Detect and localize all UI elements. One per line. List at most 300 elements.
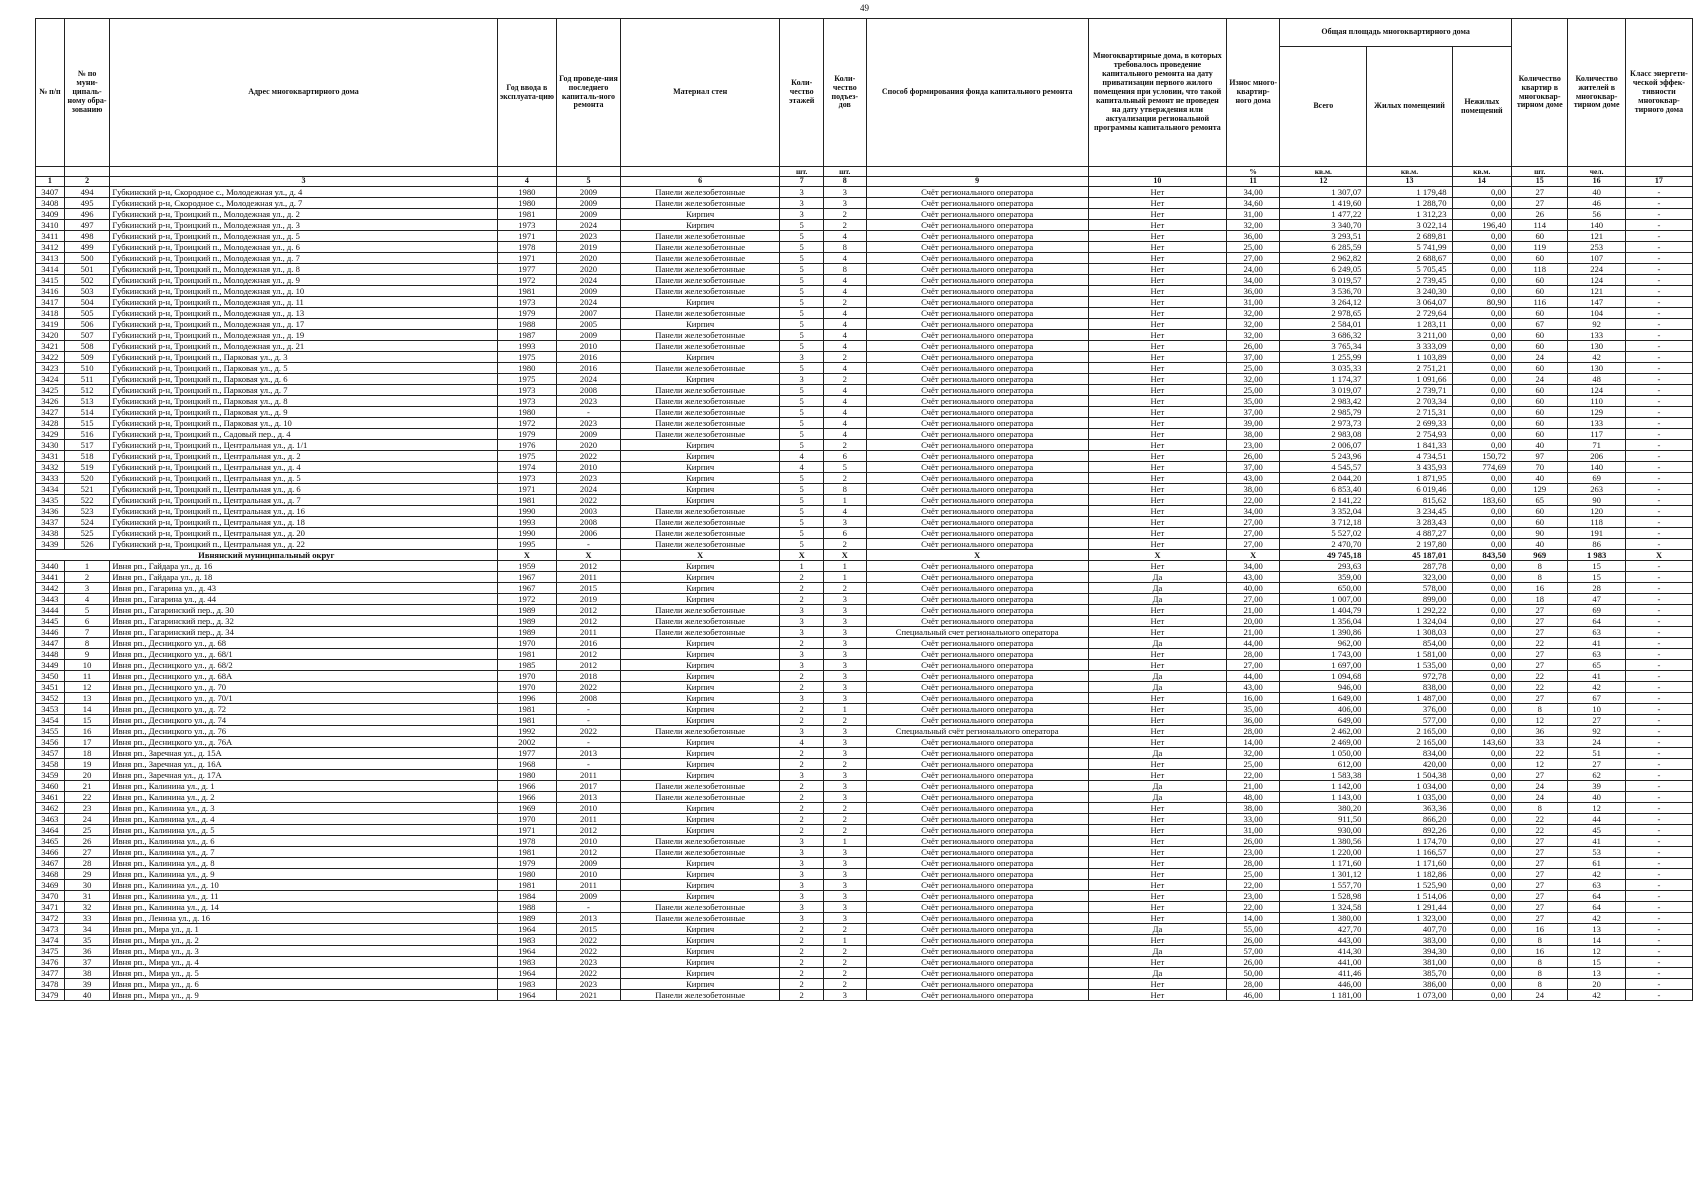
column-number: 15	[1512, 177, 1568, 187]
cell-year-built: 1981	[497, 847, 557, 858]
table-row	[36, 396, 1693, 407]
cell-fund-method: Счёт регионального оператора	[866, 803, 1088, 814]
cell-row-number: 3466	[36, 847, 65, 858]
cell-wall-material: Кирпич	[620, 638, 780, 649]
cell-repair-required: Нет	[1088, 539, 1226, 550]
cell-last-repair-year: 2011	[557, 814, 621, 825]
cell-energy-class: -	[1625, 374, 1692, 385]
cell-row-number: 3423	[36, 363, 65, 374]
cell-residents: 130	[1568, 341, 1625, 352]
cell-entrances: 4	[824, 429, 867, 440]
cell-last-repair-year: 2012	[557, 660, 621, 671]
column-number: 4	[497, 177, 557, 187]
cell-residential-area: 385,70	[1367, 968, 1452, 979]
cell-wear: 28,00	[1227, 979, 1280, 990]
cell-residents: 27	[1568, 759, 1625, 770]
cell-floors: 5	[780, 407, 824, 418]
group-cell: X	[620, 550, 780, 561]
cell-floors: 5	[780, 528, 824, 539]
table-row	[36, 286, 1693, 297]
cell-residents: 130	[1568, 363, 1625, 374]
cell-year-built: 1973	[497, 297, 557, 308]
cell-wear: 36,00	[1227, 286, 1280, 297]
cell-address: Ивня рп., Мира ул., д. 9	[110, 990, 497, 1001]
cell-wall-material: Панели железобетонные	[620, 913, 780, 924]
cell-year-built: 1978	[497, 836, 557, 847]
cell-last-repair-year: -	[557, 902, 621, 913]
cell-apartments: 8	[1512, 803, 1568, 814]
cell-year-built: 1983	[497, 935, 557, 946]
cell-municipal-number: 502	[64, 275, 110, 286]
table-row	[36, 913, 1693, 924]
cell-row-number: 3453	[36, 704, 65, 715]
table-row	[36, 891, 1693, 902]
cell-residents: 133	[1568, 330, 1625, 341]
cell-residents: 44	[1568, 814, 1625, 825]
cell-residential-area: 1 292,22	[1367, 605, 1452, 616]
cell-repair-required: Нет	[1088, 836, 1226, 847]
cell-wall-material: Панели железобетонные	[620, 231, 780, 242]
cell-municipal-number: 505	[64, 308, 110, 319]
cell-nonresidential-area: 0,00	[1452, 275, 1512, 286]
cell-wear: 38,00	[1227, 429, 1280, 440]
cell-last-repair-year: 2010	[557, 869, 621, 880]
cell-total-area: 2 983,42	[1280, 396, 1367, 407]
cell-nonresidential-area: 0,00	[1452, 814, 1512, 825]
cell-energy-class: -	[1625, 297, 1692, 308]
cell-energy-class: -	[1625, 473, 1692, 484]
cell-municipal-number: 31	[64, 891, 110, 902]
cell-residential-area: 866,20	[1367, 814, 1452, 825]
cell-fund-method: Счёт регионального оператора	[866, 913, 1088, 924]
cell-nonresidential-area: 0,00	[1452, 594, 1512, 605]
cell-fund-method: Счёт регионального оператора	[866, 209, 1088, 220]
cell-municipal-number: 512	[64, 385, 110, 396]
cell-row-number: 3411	[36, 231, 65, 242]
cell-row-number: 3426	[36, 396, 65, 407]
cell-wear: 40,00	[1227, 583, 1280, 594]
cell-row-number: 3422	[36, 352, 65, 363]
cell-address: Губкинский р-н, Троицкий п., Молодежная ул., д. 17	[110, 319, 497, 330]
cell-municipal-number: 520	[64, 473, 110, 484]
cell-apartments: 60	[1512, 231, 1568, 242]
cell-residential-area: 1 312,23	[1367, 209, 1452, 220]
group-total-area: 49 745,18	[1280, 550, 1367, 561]
cell-fund-method: Счёт регионального оператора	[866, 220, 1088, 231]
cell-year-built: 1959	[497, 561, 557, 572]
cell-apartments: 118	[1512, 264, 1568, 275]
cell-repair-required: Нет	[1088, 825, 1226, 836]
cell-floors: 5	[780, 418, 824, 429]
cell-energy-class: -	[1625, 979, 1692, 990]
unit-label	[620, 167, 780, 177]
cell-apartments: 8	[1512, 957, 1568, 968]
cell-address: Ивня рп., Заречная ул., д. 16А	[110, 759, 497, 770]
cell-last-repair-year: 2010	[557, 462, 621, 473]
cell-total-area: 649,00	[1280, 715, 1367, 726]
cell-municipal-number: 509	[64, 352, 110, 363]
cell-last-repair-year: 2018	[557, 671, 621, 682]
cell-apartments: 26	[1512, 209, 1568, 220]
cell-apartments: 33	[1512, 737, 1568, 748]
table-row	[36, 583, 1693, 594]
cell-residential-area: 1 288,70	[1367, 198, 1452, 209]
cell-wear: 21,00	[1227, 781, 1280, 792]
cell-address: Губкинский р-н, Троицкий п., Центральная ул., д. 18	[110, 517, 497, 528]
cell-last-repair-year: 2013	[557, 913, 621, 924]
cell-total-area: 650,00	[1280, 583, 1367, 594]
cell-energy-class: -	[1625, 528, 1692, 539]
cell-energy-class: -	[1625, 990, 1692, 1001]
cell-municipal-number: 513	[64, 396, 110, 407]
cell-row-number: 3470	[36, 891, 65, 902]
cell-total-area: 2 983,08	[1280, 429, 1367, 440]
cell-wall-material: Кирпич	[620, 220, 780, 231]
cell-apartments: 8	[1512, 704, 1568, 715]
cell-apartments: 90	[1512, 528, 1568, 539]
cell-wall-material: Панели железобетонные	[620, 781, 780, 792]
cell-residential-area: 1 535,00	[1367, 660, 1452, 671]
cell-total-area: 1 324,58	[1280, 902, 1367, 913]
cell-floors: 2	[780, 946, 824, 957]
cell-total-area: 1 050,00	[1280, 748, 1367, 759]
cell-row-number: 3456	[36, 737, 65, 748]
cell-energy-class: -	[1625, 275, 1692, 286]
cell-residents: 42	[1568, 682, 1625, 693]
cell-municipal-number: 9	[64, 649, 110, 660]
cell-municipal-number: 12	[64, 682, 110, 693]
cell-total-area: 2 006,07	[1280, 440, 1367, 451]
cell-residential-area: 287,78	[1367, 561, 1452, 572]
cell-residents: 24	[1568, 737, 1625, 748]
table-row	[36, 979, 1693, 990]
cell-energy-class: -	[1625, 583, 1692, 594]
cell-wall-material: Кирпич	[620, 440, 780, 451]
cell-wear: 34,00	[1227, 187, 1280, 198]
unit-label	[866, 167, 1088, 177]
cell-municipal-number: 27	[64, 847, 110, 858]
cell-floors: 4	[780, 451, 824, 462]
cell-address: Ивня рп., Калинина ул., д. 6	[110, 836, 497, 847]
unit-label	[1088, 167, 1226, 177]
cell-fund-method: Счёт регионального оператора	[866, 792, 1088, 803]
cell-wall-material: Кирпич	[620, 946, 780, 957]
cell-floors: 5	[780, 517, 824, 528]
cell-residential-area: 1 035,00	[1367, 792, 1452, 803]
cell-residential-area: 2 754,93	[1367, 429, 1452, 440]
table-row	[36, 429, 1693, 440]
cell-municipal-number: 495	[64, 198, 110, 209]
cell-residents: 45	[1568, 825, 1625, 836]
column-number: 6	[620, 177, 780, 187]
cell-residential-area: 2 165,00	[1367, 737, 1452, 748]
cell-total-area: 1 174,37	[1280, 374, 1367, 385]
cell-wall-material: Панели железобетонные	[620, 385, 780, 396]
cell-energy-class: -	[1625, 220, 1692, 231]
cell-last-repair-year: 2012	[557, 847, 621, 858]
cell-entrances: 4	[824, 319, 867, 330]
cell-fund-method: Счёт регионального оператора	[866, 869, 1088, 880]
cell-nonresidential-area: 0,00	[1452, 726, 1512, 737]
table-row	[36, 418, 1693, 429]
cell-energy-class: -	[1625, 319, 1692, 330]
cell-nonresidential-area: 0,00	[1452, 649, 1512, 660]
cell-repair-required: Да	[1088, 594, 1226, 605]
cell-fund-method: Счёт регионального оператора	[866, 506, 1088, 517]
cell-fund-method: Счёт регионального оператора	[866, 858, 1088, 869]
cell-wear: 36,00	[1227, 715, 1280, 726]
cell-last-repair-year: 2023	[557, 418, 621, 429]
cell-last-repair-year: 2020	[557, 264, 621, 275]
cell-energy-class: -	[1625, 737, 1692, 748]
cell-address: Ивня рп., Десницкого ул., д. 74	[110, 715, 497, 726]
cell-row-number: 3452	[36, 693, 65, 704]
cell-wear: 21,00	[1227, 605, 1280, 616]
cell-energy-class: -	[1625, 242, 1692, 253]
cell-row-number: 3451	[36, 682, 65, 693]
cell-residential-area: 1 103,89	[1367, 352, 1452, 363]
cell-floors: 3	[780, 847, 824, 858]
cell-wall-material: Кирпич	[620, 924, 780, 935]
cell-address: Ивня рп., Калинина ул., д. 14	[110, 902, 497, 913]
cell-row-number: 3424	[36, 374, 65, 385]
cell-last-repair-year: 2007	[557, 308, 621, 319]
cell-address: Губкинский р-н, Троицкий п., Молодежная ул., д. 7	[110, 253, 497, 264]
cell-nonresidential-area: 0,00	[1452, 979, 1512, 990]
cell-entrances: 4	[824, 418, 867, 429]
cell-row-number: 3436	[36, 506, 65, 517]
cell-year-built: 1989	[497, 616, 557, 627]
cell-wear: 21,00	[1227, 627, 1280, 638]
cell-municipal-number: 24	[64, 814, 110, 825]
cell-nonresidential-area: 0,00	[1452, 990, 1512, 1001]
cell-last-repair-year: 2009	[557, 198, 621, 209]
cell-municipal-number: 21	[64, 781, 110, 792]
cell-total-area: 406,00	[1280, 704, 1367, 715]
cell-repair-required: Нет	[1088, 561, 1226, 572]
cell-entrances: 3	[824, 594, 867, 605]
cell-wear: 32,00	[1227, 220, 1280, 231]
cell-address: Ивня рп., Десницкого ул., д. 76А	[110, 737, 497, 748]
cell-fund-method: Счёт регионального оператора	[866, 781, 1088, 792]
cell-address: Губкинский р-н, Троицкий п., Парковая ул., д. 8	[110, 396, 497, 407]
cell-municipal-number: 504	[64, 297, 110, 308]
cell-year-built: 1983	[497, 957, 557, 968]
cell-wear: 31,00	[1227, 825, 1280, 836]
cell-last-repair-year: 2012	[557, 825, 621, 836]
cell-energy-class: -	[1625, 803, 1692, 814]
cell-year-built: 1968	[497, 759, 557, 770]
column-numbers-row	[36, 177, 1693, 187]
cell-total-area: 1 301,12	[1280, 869, 1367, 880]
cell-entrances: 3	[824, 781, 867, 792]
cell-row-number: 3435	[36, 495, 65, 506]
cell-residents: 206	[1568, 451, 1625, 462]
cell-repair-required: Нет	[1088, 374, 1226, 385]
cell-fund-method: Счёт регионального оператора	[866, 638, 1088, 649]
cell-floors: 4	[780, 737, 824, 748]
cell-apartments: 60	[1512, 363, 1568, 374]
cell-row-number: 3461	[36, 792, 65, 803]
cell-nonresidential-area: 0,00	[1452, 209, 1512, 220]
cell-floors: 5	[780, 253, 824, 264]
cell-fund-method: Счёт регионального оператора	[866, 660, 1088, 671]
cell-entrances: 3	[824, 517, 867, 528]
cell-wear: 35,00	[1227, 704, 1280, 715]
cell-fund-method: Счёт регионального оператора	[866, 891, 1088, 902]
cell-repair-required: Да	[1088, 682, 1226, 693]
cell-fund-method: Счёт регионального оператора	[866, 275, 1088, 286]
cell-fund-method: Счёт регионального оператора	[866, 462, 1088, 473]
cell-year-built: 1971	[497, 253, 557, 264]
cell-last-repair-year: 2005	[557, 319, 621, 330]
table-row	[36, 924, 1693, 935]
cell-municipal-number: 32	[64, 902, 110, 913]
cell-wear: 27,00	[1227, 253, 1280, 264]
column-number: 13	[1367, 177, 1452, 187]
cell-repair-required: Нет	[1088, 814, 1226, 825]
cell-year-built: 1981	[497, 495, 557, 506]
cell-energy-class: -	[1625, 671, 1692, 682]
cell-wear: 37,00	[1227, 352, 1280, 363]
cell-fund-method: Счёт регионального оператора	[866, 319, 1088, 330]
cell-apartments: 16	[1512, 583, 1568, 594]
cell-address: Ивня рп., Калинина ул., д. 2	[110, 792, 497, 803]
cell-nonresidential-area: 0,00	[1452, 286, 1512, 297]
cell-wall-material: Кирпич	[620, 649, 780, 660]
cell-address: Губкинский р-н, Троицкий п., Парковая ул., д. 6	[110, 374, 497, 385]
cell-municipal-number: 26	[64, 836, 110, 847]
cell-entrances: 3	[824, 693, 867, 704]
unit-label: %	[1227, 167, 1280, 177]
cell-residential-area: 1 841,33	[1367, 440, 1452, 451]
cell-repair-required: Нет	[1088, 473, 1226, 484]
unit-label	[557, 167, 621, 177]
cell-wall-material: Кирпич	[620, 583, 780, 594]
cell-row-number: 3419	[36, 319, 65, 330]
cell-entrances: 3	[824, 990, 867, 1001]
cell-municipal-number: 507	[64, 330, 110, 341]
cell-floors: 3	[780, 660, 824, 671]
cell-residents: 147	[1568, 297, 1625, 308]
cell-fund-method: Счёт регионального оператора	[866, 352, 1088, 363]
cell-energy-class: -	[1625, 363, 1692, 374]
cell-residential-area: 3 064,07	[1367, 297, 1452, 308]
cell-address: Ивня рп., Мира ул., д. 5	[110, 968, 497, 979]
cell-wear: 24,00	[1227, 264, 1280, 275]
cell-wear: 34,60	[1227, 198, 1280, 209]
cell-entrances: 3	[824, 671, 867, 682]
cell-energy-class: -	[1625, 627, 1692, 638]
cell-residents: 12	[1568, 803, 1625, 814]
cell-floors: 3	[780, 913, 824, 924]
cell-residential-area: 1 179,48	[1367, 187, 1452, 198]
cell-nonresidential-area: 0,00	[1452, 616, 1512, 627]
cell-address: Ивня рп., Мира ул., д. 3	[110, 946, 497, 957]
cell-wear: 27,00	[1227, 594, 1280, 605]
cell-repair-required: Нет	[1088, 484, 1226, 495]
cell-wall-material: Панели железобетонные	[620, 539, 780, 550]
cell-address: Губкинский р-н, Троицкий п., Молодежная ул., д. 21	[110, 341, 497, 352]
cell-fund-method: Счёт регионального оператора	[866, 418, 1088, 429]
cell-nonresidential-area: 0,00	[1452, 968, 1512, 979]
cell-floors: 5	[780, 473, 824, 484]
table-body-ivnyansky	[36, 561, 1693, 1001]
cell-wear: 37,00	[1227, 407, 1280, 418]
cell-fund-method: Счёт регионального оператора	[866, 473, 1088, 484]
cell-energy-class: -	[1625, 913, 1692, 924]
cell-last-repair-year: 2008	[557, 385, 621, 396]
cell-nonresidential-area: 774,69	[1452, 462, 1512, 473]
cell-year-built: 1976	[497, 440, 557, 451]
cell-nonresidential-area: 0,00	[1452, 396, 1512, 407]
cell-nonresidential-area: 0,00	[1452, 924, 1512, 935]
cell-repair-required: Нет	[1088, 341, 1226, 352]
cell-address: Ивня рп., Десницкого ул., д. 68/2	[110, 660, 497, 671]
cell-municipal-number: 506	[64, 319, 110, 330]
cell-energy-class: -	[1625, 187, 1692, 198]
table-row	[36, 836, 1693, 847]
cell-apartments: 27	[1512, 836, 1568, 847]
cell-last-repair-year: 2003	[557, 506, 621, 517]
cell-residents: 63	[1568, 627, 1625, 638]
cell-municipal-number: 511	[64, 374, 110, 385]
cell-repair-required: Нет	[1088, 605, 1226, 616]
cell-year-built: 1989	[497, 605, 557, 616]
cell-residential-area: 1 504,38	[1367, 770, 1452, 781]
cell-residents: 62	[1568, 770, 1625, 781]
cell-nonresidential-area: 0,00	[1452, 638, 1512, 649]
cell-wear: 23,00	[1227, 440, 1280, 451]
cell-address: Ивня рп., Десницкого ул., д. 68/1	[110, 649, 497, 660]
cell-residents: 15	[1568, 572, 1625, 583]
cell-total-area: 2 462,00	[1280, 726, 1367, 737]
cell-entrances: 4	[824, 341, 867, 352]
cell-fund-method: Счёт регионального оператора	[866, 968, 1088, 979]
cell-apartments: 27	[1512, 649, 1568, 660]
cell-residents: 40	[1568, 792, 1625, 803]
table-row	[36, 737, 1693, 748]
cell-last-repair-year: 2010	[557, 341, 621, 352]
cell-total-area: 3 019,07	[1280, 385, 1367, 396]
cell-last-repair-year: -	[557, 539, 621, 550]
cell-repair-required: Нет	[1088, 616, 1226, 627]
cell-address: Ивня рп., Гагарина ул., д. 44	[110, 594, 497, 605]
cell-wall-material: Кирпич	[620, 869, 780, 880]
cell-wear: 55,00	[1227, 924, 1280, 935]
cell-entrances: 2	[824, 825, 867, 836]
cell-last-repair-year: 2022	[557, 968, 621, 979]
cell-repair-required: Нет	[1088, 253, 1226, 264]
cell-residents: 42	[1568, 990, 1625, 1001]
cell-wall-material: Кирпич	[620, 572, 780, 583]
cell-last-repair-year: 2022	[557, 451, 621, 462]
cell-floors: 2	[780, 924, 824, 935]
cell-apartments: 60	[1512, 418, 1568, 429]
cell-municipal-number: 524	[64, 517, 110, 528]
cell-energy-class: -	[1625, 748, 1692, 759]
cell-fund-method: Счёт регионального оператора	[866, 539, 1088, 550]
cell-repair-required: Нет	[1088, 693, 1226, 704]
cell-repair-required: Нет	[1088, 462, 1226, 473]
cell-entrances: 8	[824, 242, 867, 253]
cell-last-repair-year: 2011	[557, 627, 621, 638]
cell-entrances: 3	[824, 649, 867, 660]
cell-wear: 48,00	[1227, 792, 1280, 803]
cell-floors: 5	[780, 220, 824, 231]
column-number: 17	[1625, 177, 1692, 187]
cell-municipal-number: 501	[64, 264, 110, 275]
